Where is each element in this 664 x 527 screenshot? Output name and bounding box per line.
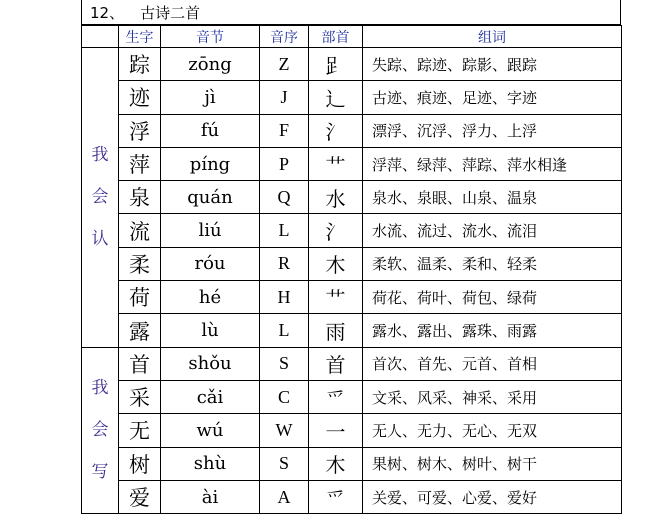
words-cell: 无人、无力、无心、无双 xyxy=(363,414,622,447)
group-label-char: 写 xyxy=(91,462,109,483)
pinyin-cell: shù xyxy=(161,447,260,480)
table-row xyxy=(82,114,622,147)
radical-cell: 爫 xyxy=(309,380,363,413)
words-cell: 古迹、痕迹、足迹、字迹 xyxy=(363,81,622,114)
table-row xyxy=(82,380,622,413)
character-cell: 迹 xyxy=(119,81,161,114)
radical-cell: 水 xyxy=(309,181,363,214)
radical-cell: 𧾷 xyxy=(309,48,363,81)
table-row xyxy=(82,414,622,447)
header-row xyxy=(82,26,622,48)
radical-cell: 艹 xyxy=(309,281,363,314)
table-row xyxy=(82,447,622,480)
pinyin-cell: jì xyxy=(161,81,260,114)
header-pinyin: 音节 xyxy=(161,26,260,48)
words-cell: 首次、首先、元首、首相 xyxy=(363,347,622,380)
radical-cell: 首 xyxy=(309,347,363,380)
words-cell: 漂浮、沉浮、浮力、上浮 xyxy=(363,114,622,147)
initial-cell: J xyxy=(260,81,309,114)
words-cell: 果树、树木、树叶、树干 xyxy=(363,447,622,480)
lesson-title: 古诗二首 xyxy=(140,3,201,22)
character-cell: 爱 xyxy=(119,480,161,513)
radical-cell: 氵 xyxy=(309,114,363,147)
initial-cell: W xyxy=(260,414,309,447)
pinyin-cell: fú xyxy=(161,114,260,147)
group-label xyxy=(82,48,119,348)
header-blank xyxy=(82,26,119,48)
radical-cell: 氵 xyxy=(309,214,363,247)
character-cell: 萍 xyxy=(119,147,161,180)
header-initial: 音序 xyxy=(260,26,309,48)
table-row xyxy=(82,48,622,81)
group-label-char: 认 xyxy=(91,229,109,250)
group-label-char: 我 xyxy=(91,378,109,399)
group-label-char: 会 xyxy=(91,420,109,441)
lesson-number: 12、 xyxy=(90,3,125,22)
words-cell: 失踪、踪迹、踪影、跟踪 xyxy=(363,48,622,81)
table-row xyxy=(82,281,622,314)
words-cell: 文采、风采、神采、采用 xyxy=(363,380,622,413)
initial-cell: S xyxy=(260,447,309,480)
radical-cell: 爫 xyxy=(309,480,363,513)
words-cell: 浮萍、绿萍、萍踪、萍水相逢 xyxy=(363,147,622,180)
pinyin-cell: ài xyxy=(161,480,260,513)
character-cell: 露 xyxy=(119,314,161,347)
words-cell: 泉水、泉眼、山泉、温泉 xyxy=(363,181,622,214)
header-character: 生字 xyxy=(119,26,161,48)
group-label-char: 我 xyxy=(91,145,109,166)
initial-cell: L xyxy=(260,214,309,247)
table-row xyxy=(82,181,622,214)
character-cell: 踪 xyxy=(119,48,161,81)
pinyin-cell: róu xyxy=(161,247,260,280)
pinyin-cell: wú xyxy=(161,414,260,447)
radical-cell: 木 xyxy=(309,247,363,280)
character-cell: 浮 xyxy=(119,114,161,147)
pinyin-cell: zōng xyxy=(161,48,260,81)
character-cell: 泉 xyxy=(119,181,161,214)
words-cell: 关爱、可爱、心爱、爱好 xyxy=(363,480,622,513)
character-table xyxy=(81,25,622,514)
initial-cell: S xyxy=(260,347,309,380)
header-radical: 部首 xyxy=(309,26,363,48)
initial-cell: Z xyxy=(260,48,309,81)
pinyin-cell: lù xyxy=(161,314,260,347)
pinyin-cell: liú xyxy=(161,214,260,247)
radical-cell: 木 xyxy=(309,447,363,480)
character-cell: 荷 xyxy=(119,281,161,314)
initial-cell: H xyxy=(260,281,309,314)
table-row xyxy=(82,214,622,247)
character-cell: 流 xyxy=(119,214,161,247)
radical-cell: 一 xyxy=(309,414,363,447)
radical-cell: 雨 xyxy=(309,314,363,347)
words-cell: 水流、流过、流水、流泪 xyxy=(363,214,622,247)
radical-cell: 辶 xyxy=(309,81,363,114)
table-body xyxy=(82,48,622,514)
group-label xyxy=(82,347,119,513)
radical-cell: 艹 xyxy=(309,147,363,180)
initial-cell: Q xyxy=(260,181,309,214)
table-row xyxy=(82,480,622,513)
initial-cell: R xyxy=(260,247,309,280)
initial-cell: L xyxy=(260,314,309,347)
pinyin-cell: hé xyxy=(161,281,260,314)
lesson-title-row xyxy=(81,0,621,25)
table-row xyxy=(82,147,622,180)
character-cell: 采 xyxy=(119,380,161,413)
character-cell: 柔 xyxy=(119,247,161,280)
character-cell: 无 xyxy=(119,414,161,447)
words-cell: 露水、露出、露珠、雨露 xyxy=(363,314,622,347)
table-row xyxy=(82,81,622,114)
character-cell: 首 xyxy=(119,347,161,380)
initial-cell: F xyxy=(260,114,309,147)
table-row xyxy=(82,247,622,280)
table-row xyxy=(82,347,622,380)
header-words: 组词 xyxy=(363,26,622,48)
lesson-sheet xyxy=(81,0,621,514)
group-label-char: 会 xyxy=(91,187,109,208)
pinyin-cell: quán xyxy=(161,181,260,214)
initial-cell: P xyxy=(260,147,309,180)
words-cell: 柔软、温柔、柔和、轻柔 xyxy=(363,247,622,280)
words-cell: 荷花、荷叶、荷包、绿荷 xyxy=(363,281,622,314)
table-row xyxy=(82,314,622,347)
pinyin-cell: shǒu xyxy=(161,347,260,380)
pinyin-cell: píng xyxy=(161,147,260,180)
character-cell: 树 xyxy=(119,447,161,480)
pinyin-cell: cǎi xyxy=(161,380,260,413)
initial-cell: A xyxy=(260,480,309,513)
initial-cell: C xyxy=(260,380,309,413)
